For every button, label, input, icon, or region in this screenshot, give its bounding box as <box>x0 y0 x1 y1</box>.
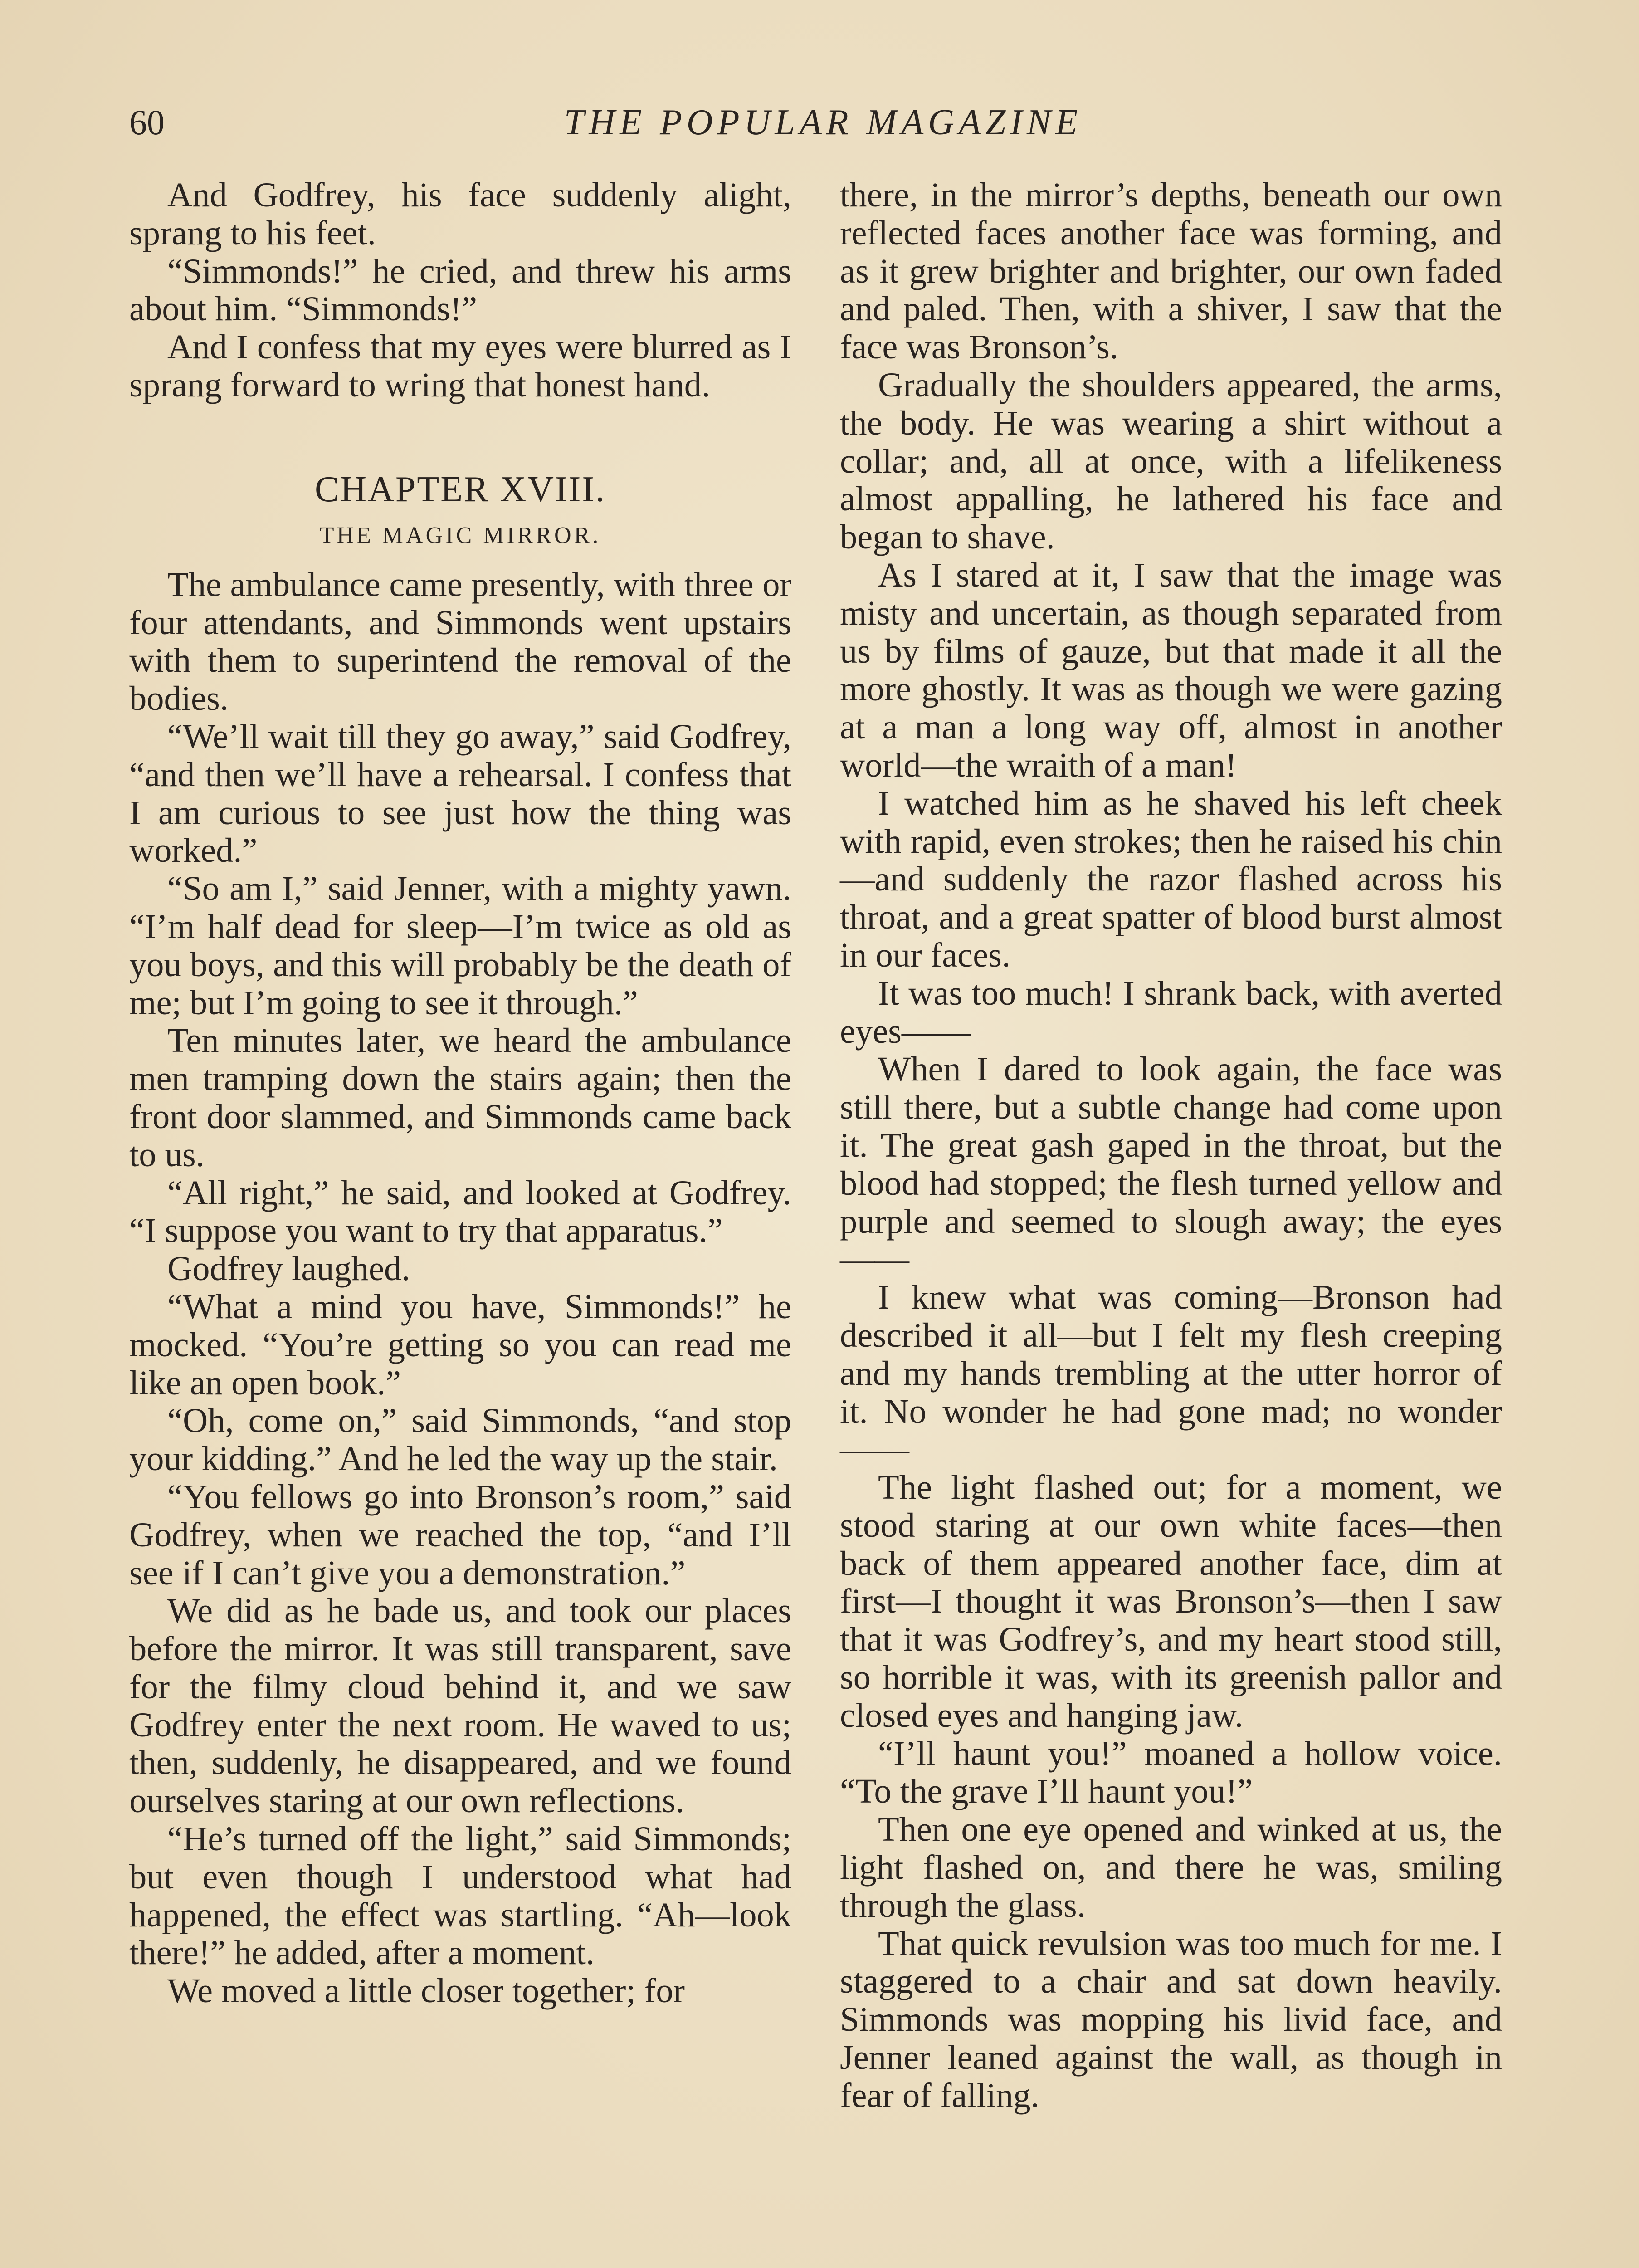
chapter-heading: CHAPTER XVIII. <box>315 469 606 509</box>
paragraph: “All right,” he said, and looked at Godfrey. “I suppose you want to try that apparatus.” <box>129 1173 791 1250</box>
paragraph: As I stared at it, I saw that the image was misty and uncertain, as though separated from us by films of gauze, but that made it all the more ghostly. It was as though we were gazing at a man a long way off, almost in another world—the wraith of a man! <box>840 555 1502 784</box>
paragraph: And Godfrey, his face suddenly alight, sprang to his feet. <box>129 176 791 252</box>
paragraph: Gradually the shoulders appeared, the arms, the body. He was wearing a shirt without a collar; and, all at once, with a lifelikeness almost appalling, he lathered his face and began to shave. <box>840 365 1502 557</box>
paragraph: It was too much! I shrank back, with averted eyes—— <box>840 973 1502 1051</box>
paragraph: I knew what was coming—Bronson had described it all—but I felt my flesh creeping and my hands trembling at the utter horror of it. No wonder he had gone mad; no wonder—— <box>840 1278 1502 1469</box>
paragraph: Godfrey laughed. <box>167 1249 410 1288</box>
page-header <box>129 98 1517 147</box>
paragraph: “What a mind you have, Simmonds!” he mocked. “You’re getting so you can read me like an open book.” <box>129 1287 791 1402</box>
paragraph: We did as he bade us, and took our places before the mirror. It was still transparent, save for the filmy cloud behind it, and we saw Godfrey enter the next room. He waved to us; then, suddenly, he disappeared, and we found ourselves staring at our own reflections. <box>129 1591 791 1820</box>
paragraph: The light flashed out; for a moment, we stood staring at our own white faces—then back of them appeared another face, dim at first—I thought it was Bronson’s—then I saw that it was Godfrey’s, and my heart stood still, so horrible it was, with its greenish pallor and closed eyes and hanging jaw. <box>840 1468 1502 1735</box>
paragraph: “You fellows go into Bronson’s room,” said Godfrey, when we reached the top, “and I’ll see if I can’t give you a demonstration.” <box>129 1477 791 1592</box>
paragraph: “He’s turned off the light,” said Simmonds; but even though I understood what had happened, the effect was startling. “Ah—look there!” he added, after a moment. <box>129 1819 791 1972</box>
paragraph: “We’ll wait till they go away,” said Godfrey, “and then we’ll have a rehearsal. I confess that I am curious to see just how the thing was worked.” <box>129 717 791 870</box>
paragraph: “So am I,” said Jenner, with a mighty yawn. “I’m half dead for sleep—I’m twice as old as you boys, and this will probably be the death of me; but I’m going to see it through.” <box>129 869 791 1022</box>
chapter-title: THE MAGIC MIRROR. <box>319 522 601 548</box>
right-column <box>840 176 1502 2115</box>
running-title: THE POPULAR MAGAZINE <box>564 103 1083 142</box>
paragraph: “I’ll haunt you!” moaned a hollow voice. “To the grave I’ll haunt you!” <box>840 1734 1502 1811</box>
paragraph: We moved a little closer together; for <box>167 1971 685 2010</box>
paragraph: And I confess that my eyes were blurred as I sprang forward to wring that honest hand. <box>129 327 791 404</box>
paragraph: When I dared to look again, the face was still there, but a subtle change had come upon it. The great gash gaped in the throat, but the blood had stopped; the flesh turned yellow and purple and seemed to slough away; the eyes—— <box>840 1050 1502 1279</box>
paragraph: That quick revulsion was too much for me. I staggered to a chair and sat down heavily. Simmonds was mopping his livid face, and Jenner leaned against the wall, as though in fear of falling. <box>840 1924 1502 2115</box>
paragraph: “Simmonds!” he cried, and threw his arms about him. “Simmonds!” <box>129 251 791 328</box>
left-column <box>129 176 791 2010</box>
paragraph: The ambulance came presently, with three or four attendants, and Simmonds went upstairs with them to superintend the removal of the bodies. <box>129 565 791 718</box>
paragraph: Ten minutes later, we heard the ambulance men tramping down the stairs again; then the front door slammed, and Simmonds came back to us. <box>129 1021 791 1174</box>
paragraph: I watched him as he shaved his left cheek with rapid, even strokes; then he raised his chin—and suddenly the razor flashed across his throat, and a great spatter of blood burst almost in our faces. <box>840 783 1502 974</box>
page-number: 60 <box>129 103 165 142</box>
paragraph: “Oh, come on,” said Simmonds, “and stop your kidding.” And he led the way up the stair. <box>129 1401 791 1478</box>
paragraph: there, in the mirror’s depths, beneath our own reflected faces another face was forming, and as it grew brighter and brighter, our own faded and paled. Then, with a shiver, I saw that the face was Bronson’s. <box>840 176 1502 367</box>
paragraph: Then one eye opened and winked at us, the light flashed on, and there he was, smiling through the glass. <box>840 1810 1502 1925</box>
